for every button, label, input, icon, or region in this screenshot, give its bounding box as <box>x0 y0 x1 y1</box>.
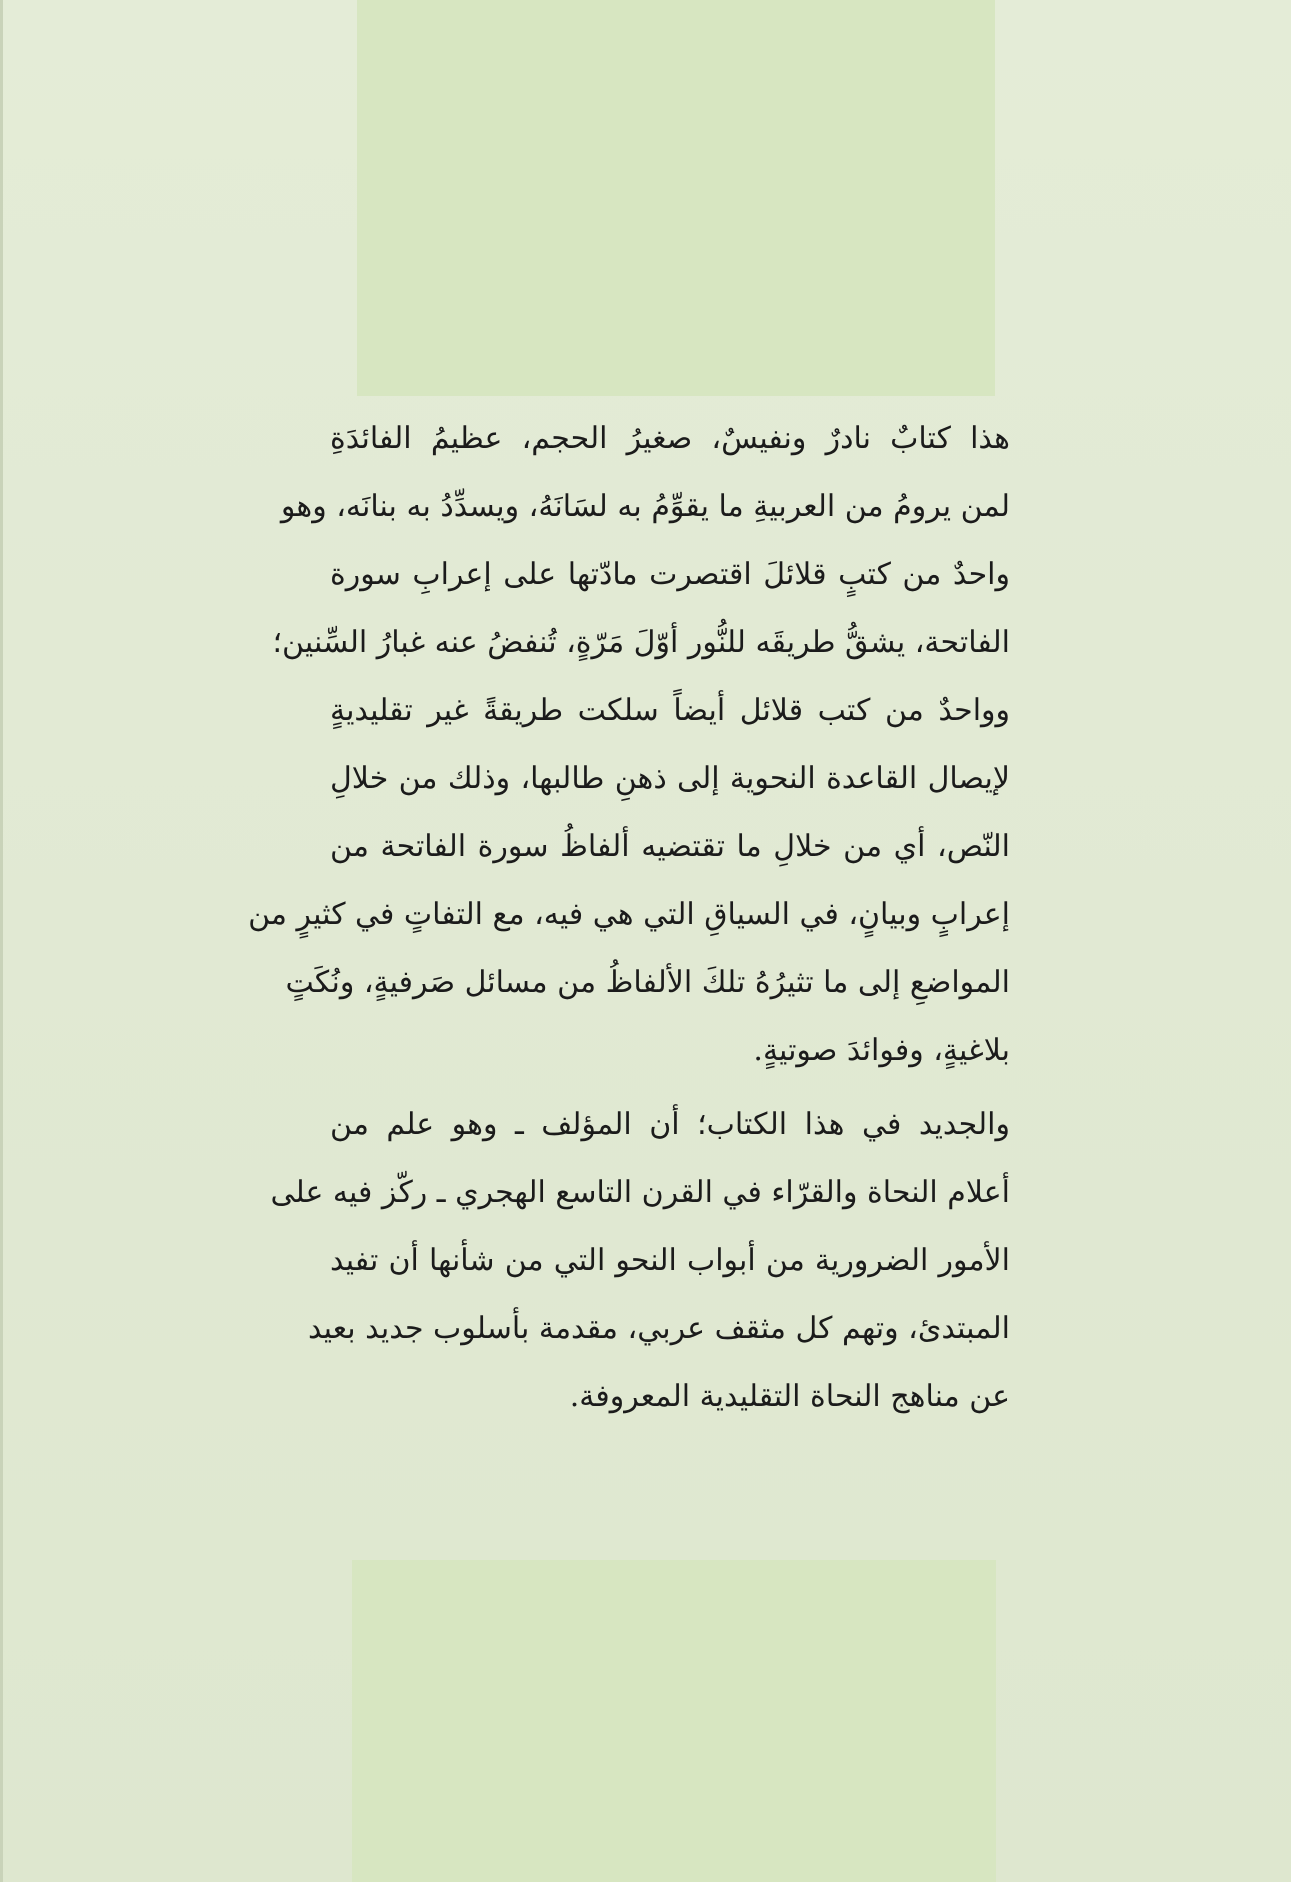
bottom-decorative-panel <box>352 1560 996 1882</box>
text-line: بلاغيةٍ، وفوائدَ صوتيةٍ. <box>753 1033 1010 1068</box>
text-line: الفاتحة، يشقُّ طريقَه للنُّور أوّلَ مَرّةٍ، تُنفضُ عنه غبارُ السِّنين؛ <box>272 625 1010 660</box>
text-line: لإيصال القاعدة النحوية إلى ذهنِ طالبها، وذلك من خلالِ <box>330 761 1010 796</box>
paragraph-description <box>248 405 1010 1085</box>
text-line: أعلام النحاة والقرّاء في القرن التاسع الهجري ـ ركّز فيه على <box>270 1175 1010 1210</box>
text-line: النّص، أي من خلالِ ما تقتضيه ألفاظُ سورة الفاتحة من <box>330 829 1010 864</box>
back-cover-blurb <box>248 405 1010 1431</box>
text-line: الأمور الضرورية من أبواب النحو التي من شأنها أن تفيد <box>330 1243 1010 1278</box>
text-line: المواضعِ إلى ما تثيرُهُ تلكَ الألفاظُ من مسائل صَرفيةٍ، ونُكَتٍ <box>285 965 1010 1000</box>
text-line: لمن يرومُ من العربيةِ ما يقوِّمُ به لسَانَهُ، ويسدِّدُ به بنانَه، وهو <box>280 489 1010 524</box>
paragraph-novelty <box>270 1091 1010 1431</box>
text-line: والجديد في هذا الكتاب؛ أن المؤلف ـ وهو علم من <box>330 1107 1010 1142</box>
book-spine-edge <box>0 0 3 1882</box>
text-line: عن مناهج النحاة التقليدية المعروفة. <box>569 1379 1010 1414</box>
text-line: إعرابٍ وبيانٍ، في السياقِ التي هي فيه، مع التفاتٍ في كثيرٍ من <box>248 897 1010 932</box>
text-line: وواحدٌ من كتب قلائل أيضاً سلكت طريقةً غير تقليديةٍ <box>330 693 1010 728</box>
text-line: هذا كتابٌ نادرٌ ونفيسٌ، صغيرُ الحجم، عظيمُ الفائدَةِ <box>330 421 1010 456</box>
text-line: واحدٌ من كتبٍ قلائلَ اقتصرت مادّتها على إعرابِ سورة <box>330 557 1010 592</box>
top-decorative-panel <box>357 0 995 396</box>
text-line: المبتدئ، وتهم كل مثقف عربي، مقدمة بأسلوب جديد بعيد <box>307 1311 1010 1346</box>
